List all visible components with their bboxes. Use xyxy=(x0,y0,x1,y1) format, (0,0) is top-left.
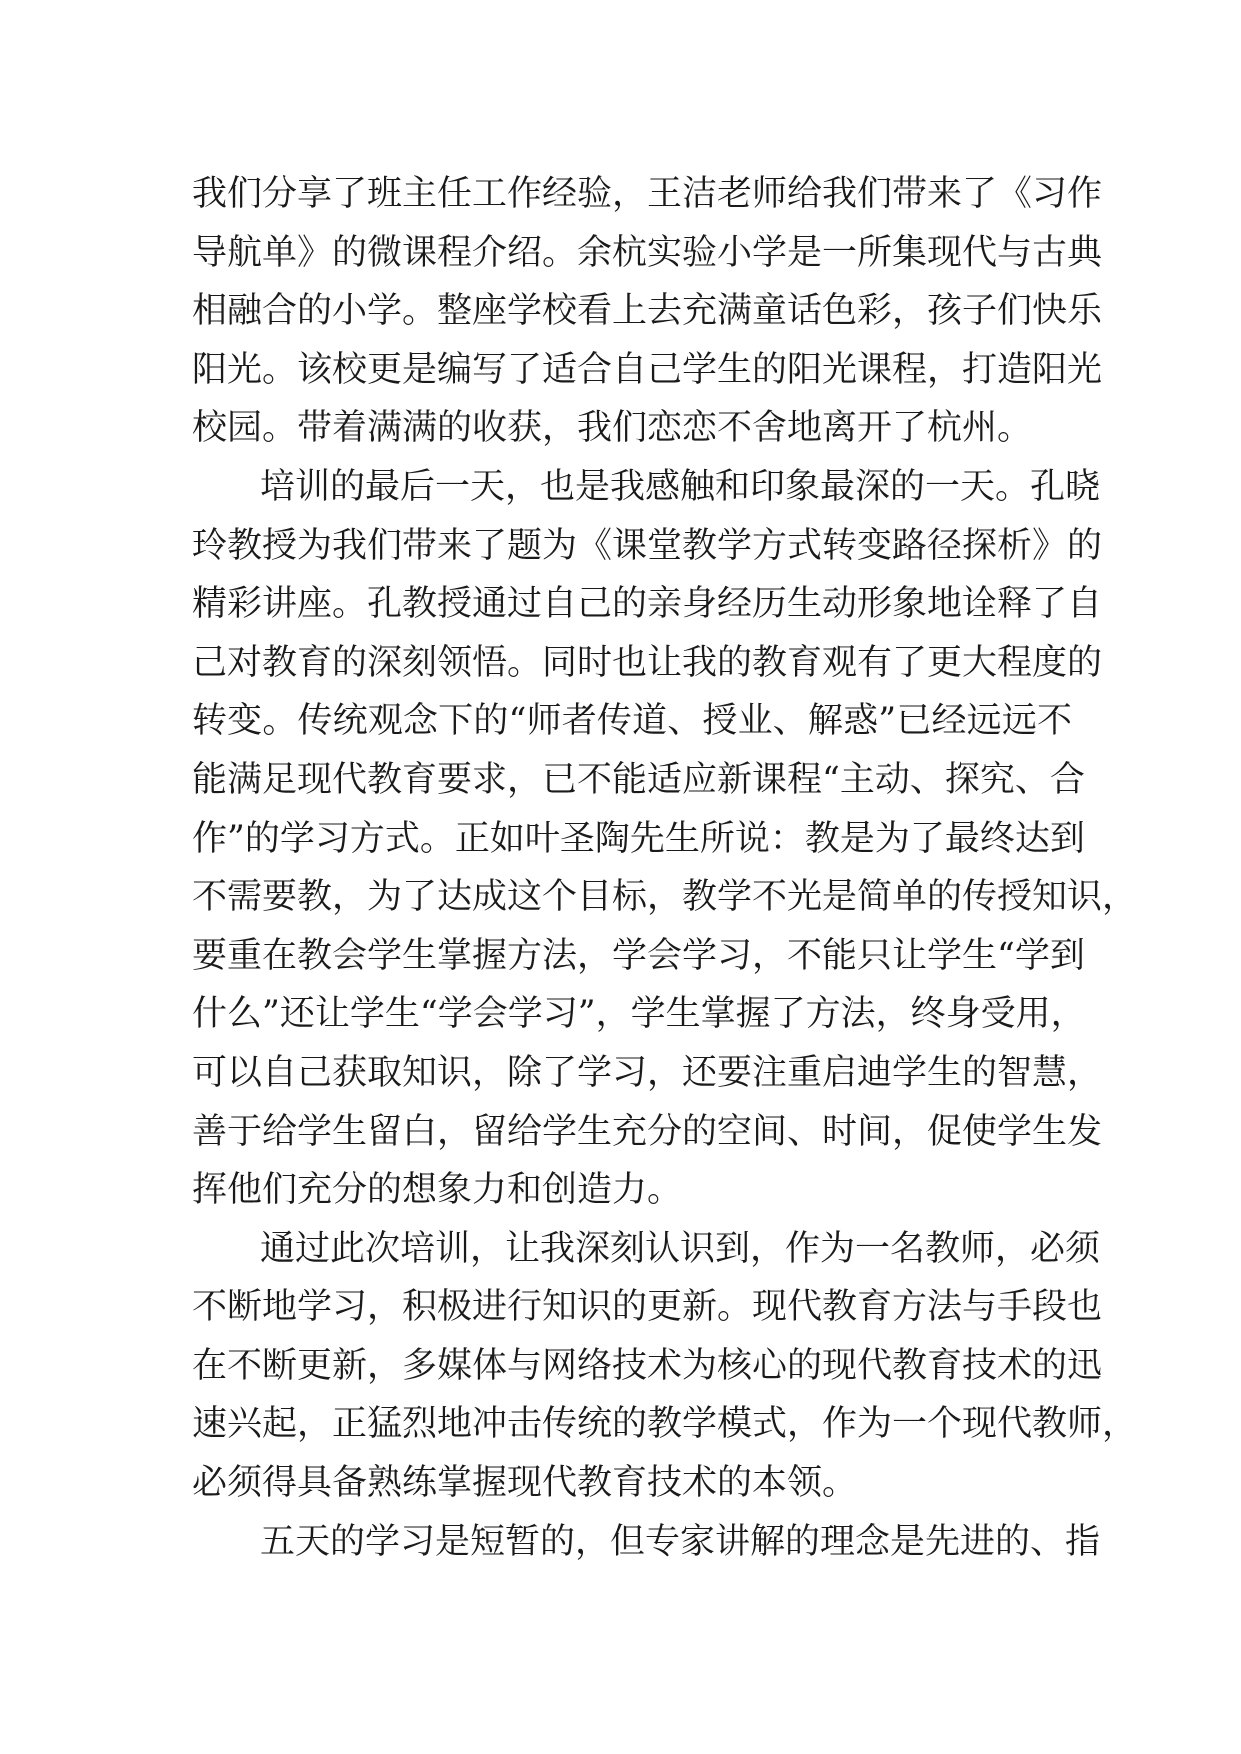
text-line: 通过此次培训，让我深刻认识到，作为一名教师，必须 xyxy=(260,1228,1101,1269)
text-line: 相融合的小学。整座学校看上去充满童话色彩，孩子们快乐 xyxy=(192,291,1103,332)
text-line: 作”的学习方式。正如叶圣陶先生所说：教是为了最终达到 xyxy=(192,818,1085,859)
text-line: 培训的最后一天，也是我感触和印象最深的一天。孔晓 xyxy=(260,466,1101,507)
text-line: 己对教育的深刻领悟。同时也让我的教育观有了更大程度的 xyxy=(192,642,1103,683)
text-line: 我们分享了班主任工作经验，王洁老师给我们带来了《习作 xyxy=(192,174,1103,214)
text-line: 能满足现代教育要求，已不能适应新课程“主动、探究、合 xyxy=(192,759,1085,800)
text-line: 在不断更新，多媒体与网络技术为核心的现代教育技术的迅 xyxy=(192,1345,1103,1386)
text-line: 玲教授为我们带来了题为《课堂教学方式转变路径探析》的 xyxy=(192,525,1103,566)
text-line: 精彩讲座。孔教授通过自己的亲身经历生动形象地诠释了自 xyxy=(192,584,1103,625)
text-line: 挥他们充分的想象力和创造力。 xyxy=(192,1170,683,1211)
body-text xyxy=(192,165,1138,1571)
text-line: 可以自己获取知识，除了学习，还要注重启迪学生的智慧， xyxy=(192,1052,1103,1093)
text-line: 善于给学生留白，留给学生充分的空间、时间，促使学生发 xyxy=(192,1111,1103,1152)
text-line: 速兴起，正猛烈地冲击传统的教学模式，作为一个现代教师， xyxy=(192,1404,1138,1445)
text-line: 导航单》的微课程介绍。余杭实验小学是一所集现代与古典 xyxy=(192,232,1103,273)
text-line: 五天的学习是短暂的，但专家讲解的理念是先进的、指 xyxy=(260,1521,1101,1562)
text-line: 要重在教会学生掌握方法，学会学习，不能只让学生“学到 xyxy=(192,935,1085,976)
text-line: 转变。传统观念下的“师者传道、授业、解惑”已经远远不 xyxy=(192,701,1072,742)
text-line: 校园。带着满满的收获，我们恋恋不舍地离开了杭州。 xyxy=(192,408,1033,449)
text-line: 不断地学习，积极进行知识的更新。现代教育方法与手段也 xyxy=(192,1287,1103,1328)
text-line: 什么”还让学生“学会学习”，学生掌握了方法，终身受用， xyxy=(192,994,1086,1035)
text-line: 不需要教，为了达成这个目标，教学不光是简单的传授知识， xyxy=(192,877,1138,918)
text-line: 必须得具备熟练掌握现代教育技术的本领。 xyxy=(192,1463,858,1504)
text-line: 阳光。该校更是编写了适合自己学生的阳光课程，打造阳光 xyxy=(192,349,1103,390)
